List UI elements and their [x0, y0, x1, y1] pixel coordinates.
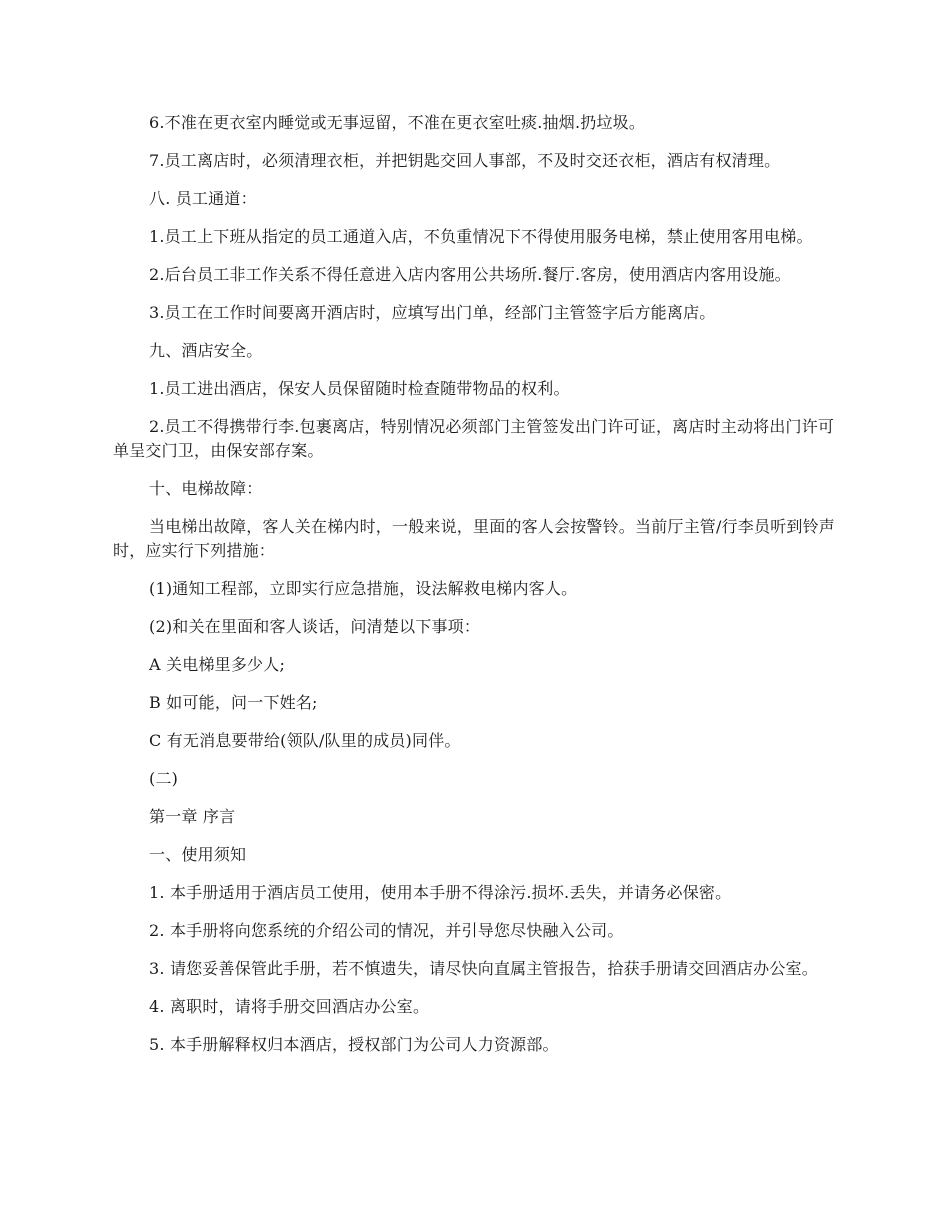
paragraph-elevator-item-a: A 关电梯里多少人; — [149, 655, 286, 674]
paragraph-usage-4: 4. 离职时，请将手册交回酒店办公室。 — [149, 997, 430, 1016]
section-heading-staff-passage: 八. 员工通道： — [149, 189, 257, 208]
paragraph-usage-2: 2. 本手册将向您系统的介绍公司的情况，并引导您尽快融入公司。 — [149, 921, 624, 940]
paragraph-elevator-intro: 当电梯出故障，客人关在梯内时，一般来说，里面的客人会按警铃。当前厅主管/行李员听到铃声时，应实行下列措施： — [113, 517, 835, 560]
paragraph-usage-1: 1. 本手册适用于酒店员工使用，使用本手册不得涂污.损坏.丢失，并请务必保密。 — [149, 883, 732, 902]
paragraph-usage-5: 5. 本手册解释权归本酒店，授权部门为公司人力资源部。 — [149, 1035, 559, 1054]
document-body — [113, 111, 838, 1071]
paragraph-elevator-step-1: (1)通知工程部，立即实行应急措施，设法解救电梯内客人。 — [149, 579, 578, 598]
paragraph-security-1: 1.员工进出酒店，保安人员保留随时检查随带物品的权利。 — [149, 379, 570, 398]
paragraph-passage-2: 2.后台员工非工作关系不得任意进入店内客用公共场所.餐厅.客房，使用酒店内客用设施。 — [149, 265, 791, 284]
section-heading-elevator-fault: 十、电梯故障： — [149, 479, 263, 498]
paragraph-elevator-item-b: B 如可能，问一下姓名; — [149, 693, 318, 712]
chapter-heading-preface: 第一章 序言 — [149, 807, 236, 826]
paragraph-rule-6: 6.不准在更衣室内睡觉或无事逗留，不准在更衣室吐痰.抽烟.扔垃圾。 — [149, 113, 646, 132]
section-marker-part-two: (二) — [149, 769, 179, 788]
paragraph-usage-3: 3. 请您妥善保管此手册，若不慎遗失，请尽快向直属主管报告，拾获手册请交回酒店办公室。 — [149, 959, 818, 978]
paragraph-passage-1: 1.员工上下班从指定的员工通道入店，不负重情况下不得使用服务电梯，禁止使用客用电梯。 — [149, 227, 813, 246]
paragraph-passage-3: 3.员工在工作时间要离开酒店时，应填写出门单，经部门主管签字后方能离店。 — [149, 303, 716, 322]
paragraph-elevator-item-c: C 有无消息要带给(领队/队里的成员)同伴。 — [149, 731, 461, 750]
section-heading-hotel-security: 九、酒店安全。 — [149, 341, 263, 360]
section-heading-usage-notes: 一、使用须知 — [149, 845, 247, 864]
paragraph-security-2: 2.员工不得携带行李.包裹离店，特别情况必须部门主管签发出门许可证，离店时主动将出门许可单呈交门卫，由保安部存案。 — [113, 417, 835, 460]
paragraph-elevator-step-2: (2)和关在里面和客人谈话，问清楚以下事项： — [149, 617, 481, 636]
paragraph-rule-7: 7.员工离店时，必须清理衣柜，并把钥匙交回人事部，不及时交还衣柜，酒店有权清理。 — [149, 151, 781, 170]
